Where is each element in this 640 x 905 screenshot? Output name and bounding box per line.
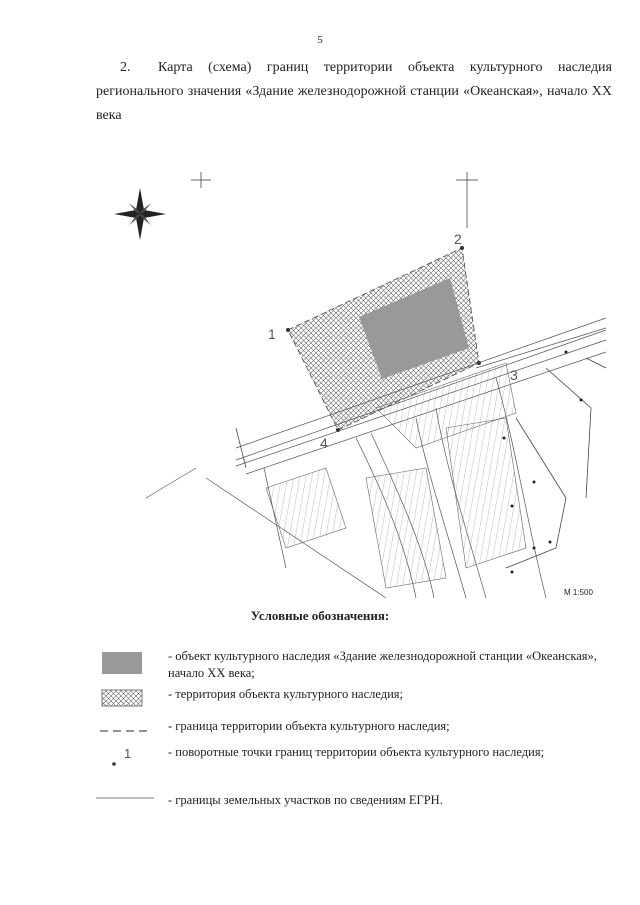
boundary-map (86, 168, 616, 608)
legend-item-parcels (96, 792, 616, 816)
legend-item-territory (96, 686, 616, 710)
section-heading (96, 56, 612, 128)
point-label-4: 4 (320, 435, 328, 451)
legend-item-text: - объект культурного наследия «Здание железнодорожной станции «Океанская», начало XX века; (168, 649, 597, 680)
legend-item-text: - граница территории объекта культурного наследия; (168, 719, 450, 733)
parcel-hatch-d (446, 418, 526, 568)
legend-item-text: - поворотные точки границ территории объекта культурного наследия; (168, 745, 545, 759)
grid-crosses (191, 172, 478, 228)
dash-line-icon (96, 718, 156, 744)
legend-item-text: - границы земельных участков по сведениям ЕГРН. (168, 793, 443, 807)
point-label-1: 1 (268, 326, 276, 342)
parcel-hatch-b (366, 468, 446, 588)
legend-item-points (96, 744, 616, 780)
legend-item-boundary (96, 718, 616, 742)
point-label-2: 2 (454, 231, 462, 247)
legend-item-text: - территория объекта культурного наследия; (168, 687, 404, 701)
building-fill-icon (96, 648, 156, 674)
thin-line-icon (96, 792, 156, 818)
point-marker-label: 1 (124, 746, 132, 761)
section-title: Карта (схема) границ территории объекта культурного наследия регионального значения «Здание железнодорожной станции «Океанская», начало XX века (96, 60, 612, 123)
legend-item-building (96, 648, 616, 684)
map-scale: М 1:500 (564, 588, 593, 597)
crosshatch-fill-icon (96, 686, 156, 712)
parcel-hatch-c (266, 468, 346, 548)
page-number: 5 (317, 34, 323, 46)
section-number: 2. (120, 60, 131, 75)
legend-title: Условные обозначения: (250, 608, 390, 623)
point-marker-icon (96, 744, 156, 770)
point-label-3: 3 (510, 367, 518, 383)
compass-rose-icon (114, 188, 166, 240)
